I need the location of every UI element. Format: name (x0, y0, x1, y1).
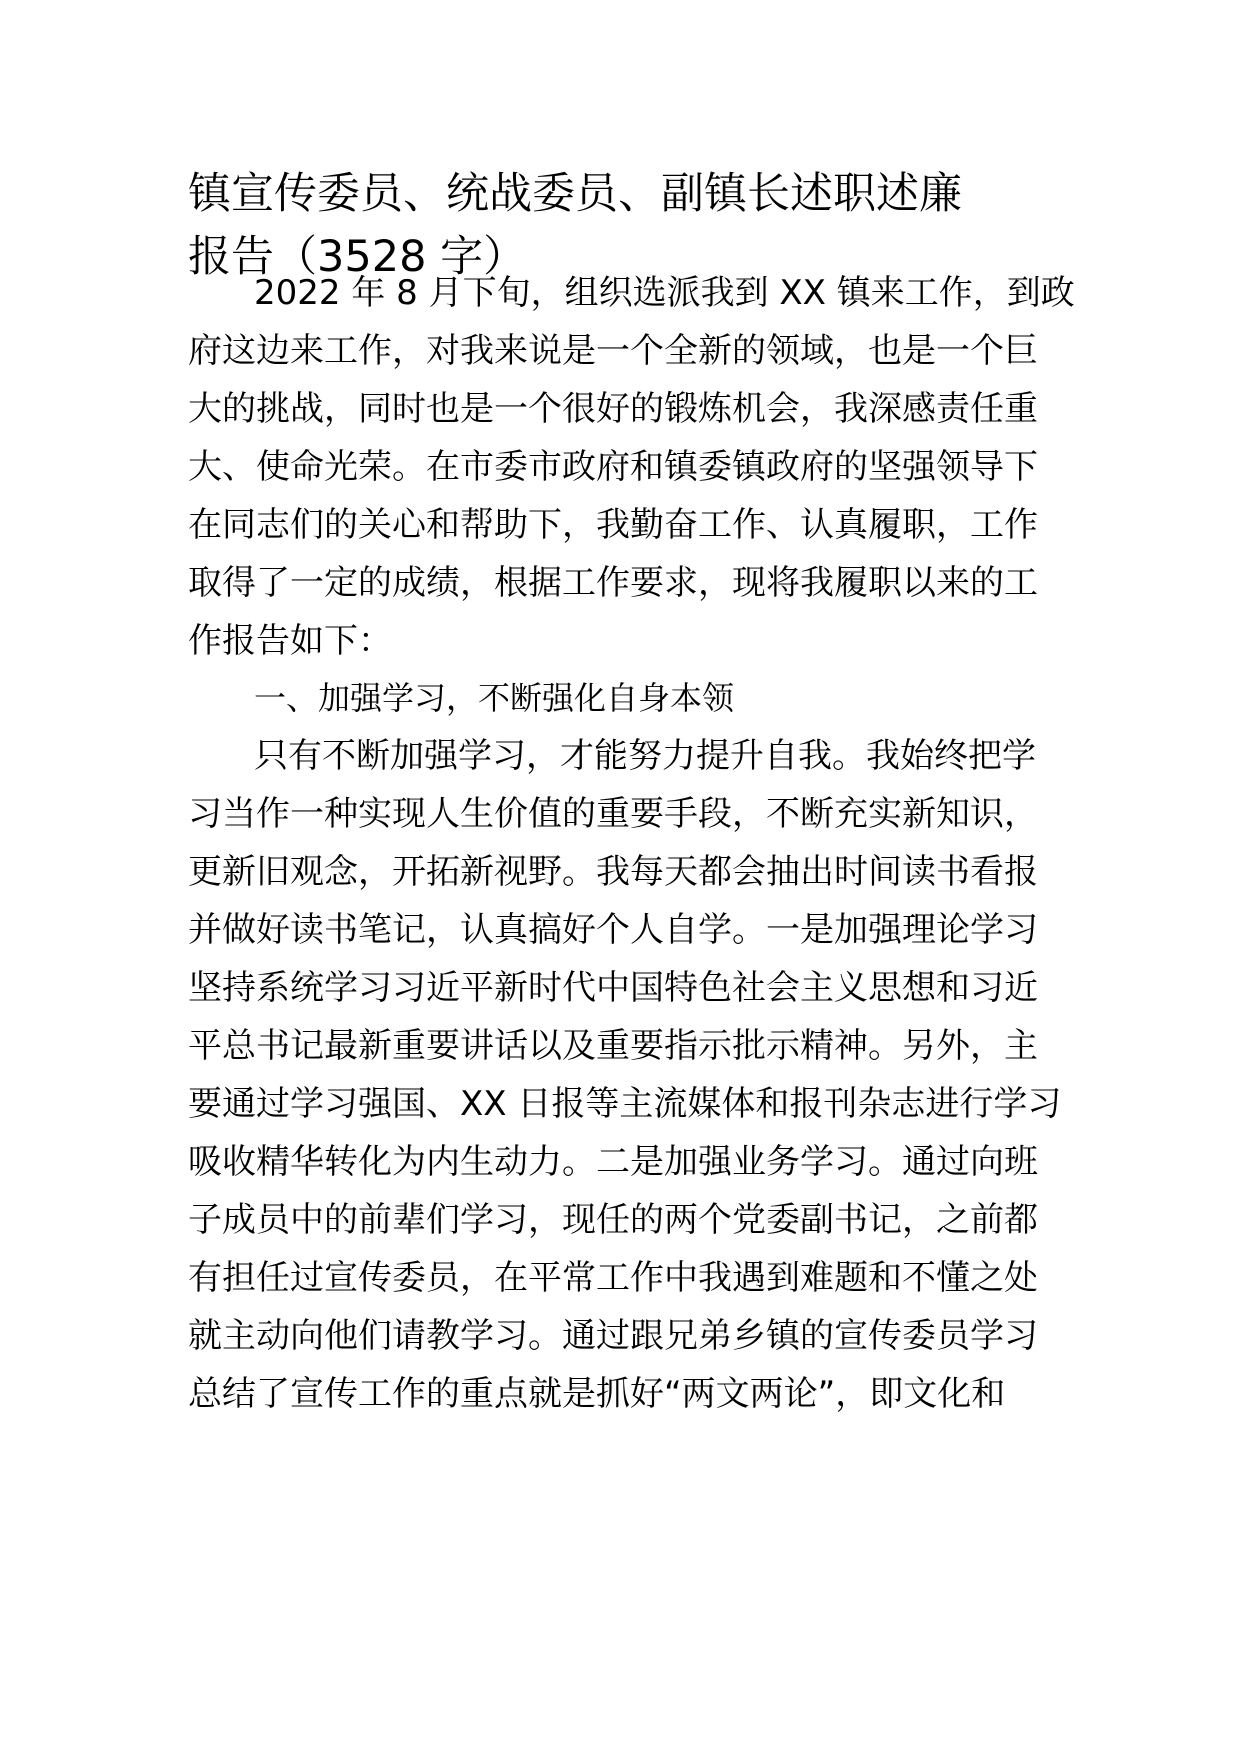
paragraph-line: 吸收精华转化为内生动力。二是加强业务学习。通过向班 (188, 1142, 1038, 1182)
title-line: 镇宣传委员、统战委员、副镇长述职述廉 (188, 169, 962, 219)
paragraph-line: 作报告如下： (188, 621, 392, 661)
paragraph-line: 总结了宣传工作的重点就是抓好“两文两论”，即文化和 (188, 1374, 1006, 1414)
paragraph-line: 只有不断加强学习，才能努力提升自我。我始终把学 (254, 736, 1036, 776)
paragraph-line: 府这边来工作，对我来说是一个全新的领域，也是一个巨 (188, 331, 1038, 371)
paragraph-line: 坚持系统学习习近平新时代中国特色社会主义思想和习近 (188, 968, 1038, 1008)
paragraph-line: 在同志们的关心和帮助下，我勤奋工作、认真履职，工作 (188, 505, 1038, 545)
paragraph-line: 更新旧观念，开拓新视野。我每天都会抽出时间读书看报 (188, 852, 1038, 892)
title-line: 报告（3528 字） (188, 232, 527, 282)
paragraph-line: 子成员中的前辈们学习，现任的两个党委副书记，之前都 (188, 1200, 1038, 1240)
section-heading: 一、加强学习，不断强化自身本领 (254, 679, 735, 717)
paragraph-line: 有担任过宣传委员，在平常工作中我遇到难题和不懂之处 (188, 1258, 1038, 1298)
paragraph-line: 大的挑战，同时也是一个很好的锻炼机会，我深感责任重 (188, 389, 1038, 429)
paragraph-line: 要通过学习强国、XX 日报等主流媒体和报刊杂志进行学习 (188, 1084, 1062, 1124)
paragraph-line: 平总书记最新重要讲话以及重要指示批示精神。另外，主 (188, 1026, 1038, 1066)
paragraph-line: 2022 年 8 月下旬，组织选派我到 XX 镇来工作，到政 (254, 273, 1075, 313)
paragraph-line: 就主动向他们请教学习。通过跟兄弟乡镇的宣传委员学习 (188, 1316, 1038, 1356)
paragraph-line: 大、使命光荣。在市委市政府和镇委镇政府的坚强领导下 (188, 447, 1038, 487)
paragraph-line: 取得了一定的成绩，根据工作要求，现将我履职以来的工 (188, 563, 1038, 603)
paragraph-line: 并做好读书笔记，认真搞好个人自学。一是加强理论学习 (188, 910, 1038, 950)
paragraph-line: 习当作一种实现人生价值的重要手段，不断充实新知识， (188, 794, 1038, 834)
